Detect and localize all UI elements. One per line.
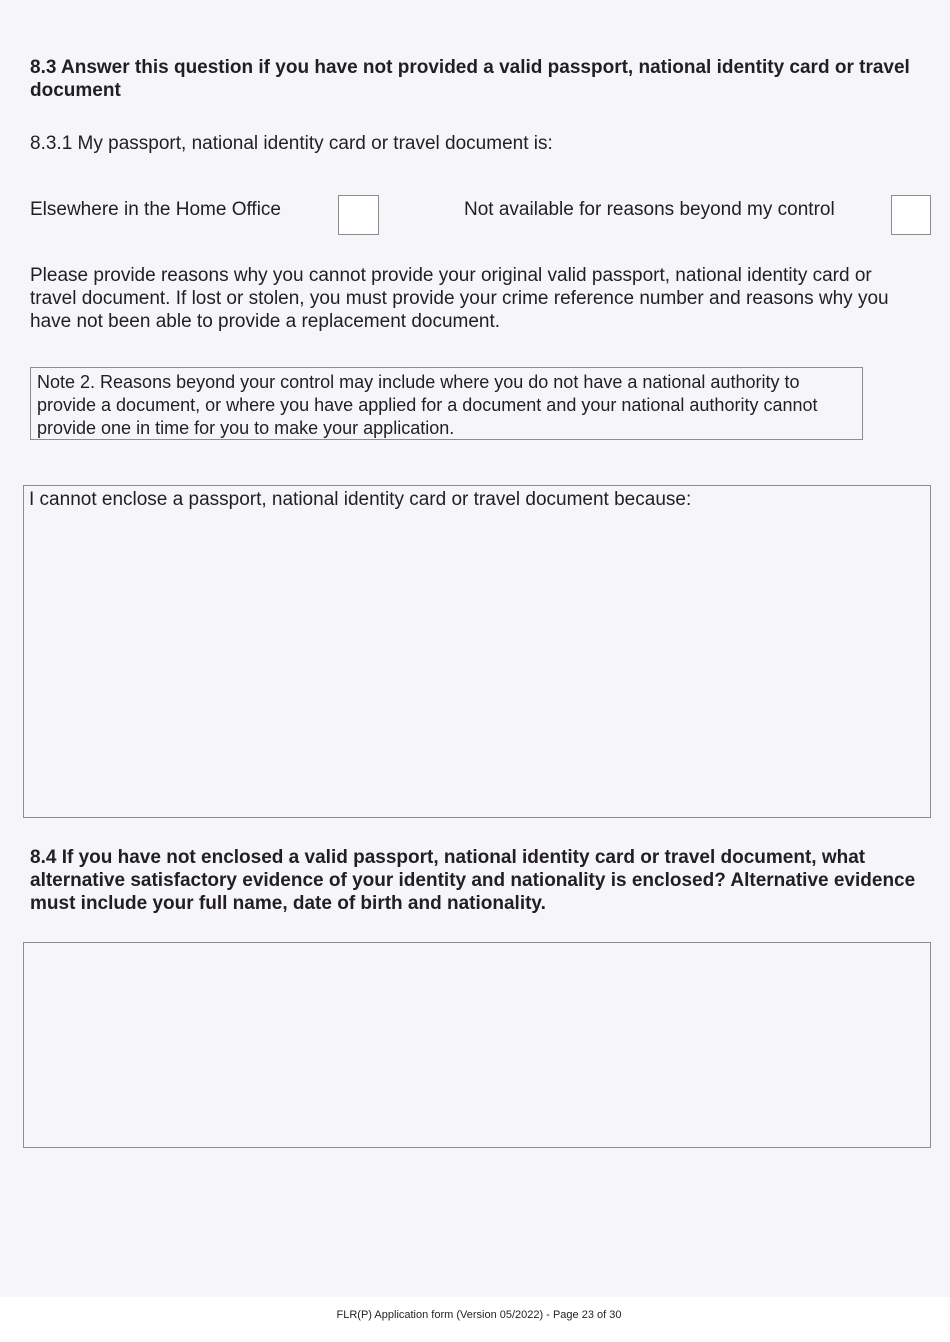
reasons-instructions: Please provide reasons why you cannot provide your original valid passport, national identity card or travel document. If lost or stolen, you must provide your crime reference number and reasons why you have not been able to provide a replacement document. — [30, 265, 889, 332]
note-2-text: Note 2. Reasons beyond your control may include where you do not have a national authority to provide a document, or where you have applied for a document and your national authority cannot provide one in time for you to make your application. — [37, 372, 818, 438]
reason-field-label: I cannot enclose a passport, national identity card or travel document because: — [29, 489, 692, 510]
home-office-checkbox[interactable] — [338, 195, 379, 235]
option-beyond-control-label: Not available for reasons beyond my control — [464, 199, 835, 220]
question-8-3-1-label: 8.3.1 My passport, national identity card or travel document is: — [30, 133, 553, 154]
beyond-control-checkbox[interactable] — [891, 195, 931, 235]
option-home-office-label: Elsewhere in the Home Office — [30, 199, 281, 220]
note-2-box — [30, 367, 863, 440]
section-8-3-heading: 8.3 Answer this question if you have not provided a valid passport, national identity card or travel document — [30, 57, 910, 101]
reason-text-field[interactable] — [23, 485, 931, 818]
section-8-4-heading: 8.4 If you have not enclosed a valid passport, national identity card or travel document, what alternative satisfactory evidence of your identity and nationality is enclosed? Alternative evidence must include your full name, date of birth and nationality. — [30, 847, 916, 914]
page-footer: FLR(P) Application form (Version 05/2022) - Page 23 of 30 — [336, 1309, 622, 1321]
alternative-evidence-field[interactable] — [23, 942, 931, 1148]
